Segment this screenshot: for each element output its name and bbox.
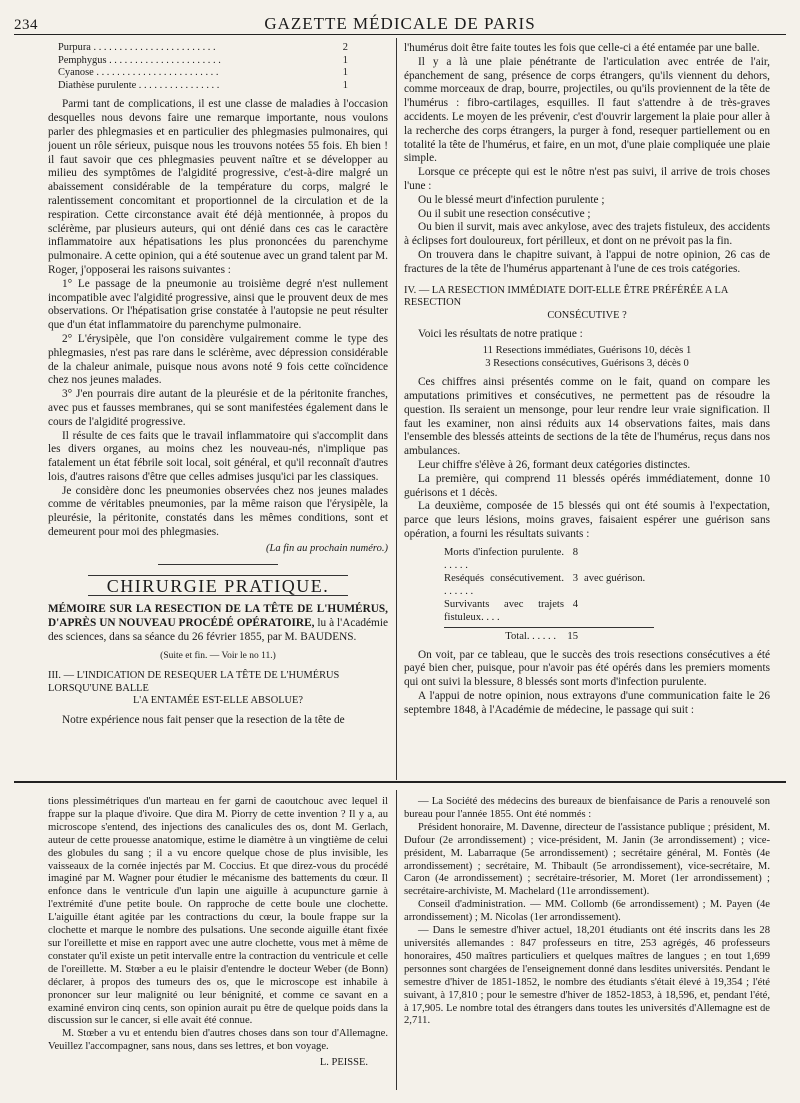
- complications-list: [58, 42, 348, 92]
- stat-row: Purpura . . . . . . . . . . . . . . . . . . . . . . . . 2: [58, 42, 348, 53]
- subheading-iv: [404, 285, 770, 323]
- section-title: CHIRURGIE PRATIQUE.: [88, 575, 348, 597]
- paragraph: Ou bien il survit, mais avec ankylose, avec des trajets fistuleux, des accidents à éclipses fort douloureux, fort périlleux, et dont on ne prévoit pas la fin.: [404, 221, 770, 248]
- paragraph: Conseil d'administration. — MM. Collomb (6e arrondissement) ; M. Payen (4e arrondissement) ; M. Nicolas (1er arrondissement).: [404, 899, 770, 924]
- subheading-iv-line2: CONSÉCUTIVE ?: [547, 309, 627, 321]
- suite-note: (Suite et fin. — Voir le no 11.): [160, 651, 276, 662]
- paragraph: La première, qui comprend 11 blessés opérés immédiatement, donne 10 guérisons et 1 décès.: [404, 472, 770, 499]
- journal-title: GAZETTE MÉDICALE DE PARIS: [264, 14, 536, 33]
- paragraph: — Dans le semestre d'hiver actuel, 18,201 étudiants ont été inscrits dans les 28 universités allemandes : 847 professeurs en titre, 253 agrégés, 46 professeurs honoraires, 450 maîtres particuliers et quelques maîtres de langues ; en tout 1,699 personnes sont chargées de l'enseignement donné dans lesdites universités. Pendant le semestre d'hiver de 1851-1852, le nombre des étudiants s'était élevé à 19,354 ; l'été suivant, à 17,810 ; pour le semestre d'hiver de 1852-1853, à 18,596, et, pendant l'été, à 17,905. Le nombre total des étrangers dans toutes les universités d'Allemagne est de 2,711.: [404, 925, 770, 1027]
- stat-row: Cyanose . . . . . . . . . . . . . . . . . . . . . . . . 1: [58, 67, 348, 79]
- table-row: Survivants avec trajets fistuleux. . . . 4: [444, 598, 578, 623]
- subheading-iii-line1: III. — L'INDICATION DE RESEQUER LA TÊTE DE L'HUMÉRUS LORSQU'UNE BALLE: [48, 670, 340, 694]
- horizontal-divider: [14, 781, 786, 783]
- paragraph: La deuxième, composée de 15 blessés qui ont été soumis à l'expectation, parce que leurs lésions, moins graves, faisaient espérer une guérison sans opération, a fourni les résultats suivants :: [404, 500, 770, 540]
- column-divider-bottom: [396, 790, 397, 1090]
- memoir-heading-rest: lu à l'Académie des sciences, dans sa séance du 26 février 1855, par M. BAUDENS.: [48, 617, 388, 644]
- paragraph: Parmi tant de complications, il est une classe de maladies à l'occasion desquelles nous devons faire une remarque importante, nous voulons parler des phlegmasies et en particulier des phlegmasies pulmonaires, qui jouent un rôle sérieux, puisque nous les trouvons notées 55 fois. Eh bien ! il faut savoir que ces phlegmasies peuvent naître et se développer au milieu des symptômes de l'algidité progressive, c'est-à-dire malgré un abaissement considérable de la température du corps, malgré le ralentissement concomitant et proportionnel de la circulation et de la respiration. Cette circonstance avait été déjà mentionnée, à propos du sclérème, par plusieurs auteurs, qui ont dénié dans ces cas le caractère inflammatoire aux hépatisations les plus prononcées du parenchyme pulmonaire. A cette opinion, qui a été soutenue avec un grand talent par M. Roger, j'opposerai les raisons suivantes :: [48, 98, 388, 276]
- table-row: Reséqués consécutivement. . . . . . . 3 avec guérison.: [444, 572, 646, 597]
- signature: L. PEISSE.: [319, 1057, 368, 1069]
- results-summary: [404, 344, 770, 370]
- paragraph: Président honoraire, M. Davenne, directeur de l'assistance publique ; président, M. Dufour (2e arrondissement) ; vice-président, M. Janin (3e arrondissement) ; vice-président, M. Labarraque (5e arrondissement) ; secrétaire général, M. Fontès (4e arrondissement) ; secrétaire, M. Thibault (5e arrondissement), vice-secrétaire, M. Caron (4e arrondissement) ; secrétaire-trésorier, M. Moret (1er arrondissement) ; secrétaire-archiviste, M. Machelard (11e arrondissement).: [404, 821, 770, 898]
- paragraph: On voit, par ce tableau, que le succès des trois resections consécutives a été payé bien cher, puisque, pour n'avoir pas été opérés dans les premiers moments qui ont suivi la blessure, 8 blessés sont morts d'infection purulente.: [404, 648, 770, 689]
- continued-note: (La fin au prochain numéro.): [265, 542, 388, 554]
- paragraph: l'humérus doit être faite toutes les fois que celle-ci a été entamée par une balle.: [404, 42, 760, 54]
- outcomes-table: [444, 546, 654, 643]
- page-header: [14, 6, 786, 35]
- paragraph: Lorsque ce précepte qui est le nôtre n'est pas suivi, il arrive de trois choses l'une :: [404, 166, 770, 192]
- subheading-iii: [48, 670, 388, 708]
- paragraph: Ou le blessé meurt d'infection purulente ;: [418, 193, 605, 206]
- top-left-column: [48, 42, 388, 779]
- bottom-left-column: [48, 796, 388, 1096]
- memoir-heading: [48, 602, 388, 644]
- paragraph: M. Stœber a vu et entendu bien d'autres choses dans son tour d'Allemagne. Veuillez l'accompagner, sans nous, dans ses lettres, et bon voyage.: [48, 1028, 388, 1053]
- paragraph: — La Société des médecins des bureaux de bienfaisance de Paris a renouvelé son bureau pour l'année 1855. Ont été nommés :: [404, 796, 770, 820]
- paragraph: Ou il subit une resection consécutive ;: [418, 207, 591, 220]
- paragraph: Voici les résultats de notre pratique :: [418, 328, 583, 341]
- paragraph: Il y a là une plaie pénétrante de l'articulation avec entrée de l'air, épanchement de sang, présence de corps étrangers, qu'ils viennent du dehors, comme morceaux de drap, bourre, projectiles, ou qu'ils proviennent de la tête de l'humérus : fibro-cartilages, esquilles. Il faut s'attendre à de très-graves accidents. Le moyen de les prévenir, c'est d'ouvrir largement la plaie pour aller à la recherche des corps étrangers, la purger à fond, resequer partiellement ou en totalité la tête de l'humérus, et faire, en un mot, d'une plaie compliquée une plaie simple.: [404, 55, 770, 165]
- table-row: Morts d'infection purulente. . . . . . 8: [444, 546, 578, 571]
- page-number: 234: [14, 17, 38, 33]
- subheading-iv-line1: IV. — LA RESECTION IMMÉDIATE DOIT-ELLE ÊTRE PRÉFÉRÉE A LA RESECTION: [404, 284, 728, 309]
- paragraph: Notre expérience nous fait penser que la resection de la tête de: [62, 714, 345, 727]
- paragraph: 2° L'érysipèle, que l'on considère vulgairement comme le type des phlegmasies, n'est pas rare dans le sclérème, avec dépression considérable de la chaleur animale, puisque nous avons noté 9 fois cette coïncidence chez nos jeunes malades.: [48, 332, 388, 387]
- paragraph: Leur chiffre s'élève à 26, formant deux catégories distinctes.: [418, 458, 691, 471]
- stat-row: Pemphygus . . . . . . . . . . . . . . . . . . . . . . 1: [58, 54, 348, 66]
- results-line: 3 Resections consécutives, Guérisons 3, décès 0: [485, 358, 689, 370]
- paragraph: Il résulte de ces faits que le travail inflammatoire qui s'accomplit dans les divers organes, au moins chez les nouveau-nés, n'implique pas fatalement un état fébrile soit local, soit général, et qu'il reconnaît d'autres lois, d'autres raisons d'être que celles admises jusqu'ici par les classiques.: [48, 429, 388, 483]
- paragraph: Ces chiffres ainsi présentés comme on le fait, quand on compare les amputations primitives et consécutives, ne permettent pas de résoudre la question. Ils seraient un mensonge, pour leur rendre leur vraie signification. Il faut les examiner, non ainsi réduits aux 14 observations faites, mais dans l'ensemble des blessés atteints de sections de la tête de l'humérus, reçus dans nos ambulances.: [404, 376, 770, 458]
- paragraph: 3° J'en pourrais dire autant de la pleurésie et de la péritonite franches, avec pus et fausses membranes, qui se sont manifestées également dans le cours de l'algidité progressive.: [48, 388, 388, 428]
- paragraph: On trouvera dans le chapitre suivant, à l'appui de notre opinion, 26 cas de fractures de la tête de l'humérus appartenant à l'une de ces trois catégories.: [404, 248, 770, 275]
- results-line: 11 Resections immédiates, Guérisons 10, décès 1: [482, 345, 692, 357]
- paragraph: 1° Le passage de la pneumonie au troisième degré n'est nullement incompatible avec l'algidité progressive, ainsi que le prouvent deux de mes observations. Or l'hépatisation grise constatée à l'autopsie ne peut résulter que d'un état inflammatoire du parenchyme pulmonaire.: [48, 277, 388, 332]
- subheading-iii-line2: L'A ENTAMÉE EST-ELLE ABSOLUE?: [132, 695, 304, 707]
- separator: [158, 564, 278, 565]
- stat-row: Diathèse purulente . . . . . . . . . . . . . . . . 1: [58, 79, 348, 91]
- paragraph: A l'appui de notre opinion, nous extrayons d'une communication faite le 26 septembre 1848, à l'Académie de médecine, le passage qui suit :: [404, 690, 770, 716]
- bottom-right-column: [404, 796, 770, 1096]
- paragraph: tions plessimétriques d'un marteau en fer garni de caoutchouc avec lequel il frappe sur la plaque d'ivoire. Que dira M. Piorry de cette invention ? Il y a, au microscope s'entend, des injections des canalicules des os, dont M. Gerlach, auteur de cette prouesse anatomique, estime le diamètre à un vingtième de celui des globules du sang ; il a vu encore quelque chose de plus invisible, les vaisseaux de la cornée injectés par M. Coccius. Et que direz-vous du procédé imaginé par M. Wagner pour étudier le mécanisme des battements du cœur. Il enfonce dans le ventricule d'un lapin une aiguille à acupuncture garnie à l'extrémité d'une petite boule. On rapproche de cette boule une clochette. L'aiguille étant agitée par les contractions du cœur, la boule frappe sur la clochette et marque le nombre des pulsations. Une seconde aiguille étant fixée sur l'oreillette et mise en rapport avec une autre clochette, vous met à même de constater qu'il existe un petit intervalle entre la contraction du ventricule et celle de l'oreillette. M. Stœber a eu le plaisir d'entendre le docteur Weber (de Bonn) déclarer, à propos des tumeurs des os, que le microscope est inhabile à prononcer sur leur malignité ou leur bénignité, et comme ce savant en a examiné environ cinq cents, son opinion aurait pu être de quelque poids dans la discussion sur le cancer, si elle avait été connue.: [48, 796, 388, 1027]
- memoir-heading-caps: MÉMOIRE SUR LA RESECTION DE LA TÊTE DE L'HUMÉRUS, D'APRÈS UN NOUVEAU PROCÉDÉ OPÉRATOIRE,: [48, 603, 388, 630]
- paragraph: Je considère donc les pneumonies observées chez nos jeunes malades comme de véritables pneumonies, par la même raison que l'érysipèle, la pleurésie, la péritonite, constatés dans les mêmes conditions, sont et demeurent pour moi des phlegmasies.: [48, 484, 388, 539]
- table-total-row: Total. . . . . . 15: [444, 627, 654, 643]
- column-divider-top: [396, 38, 397, 780]
- top-right-column: [404, 42, 770, 779]
